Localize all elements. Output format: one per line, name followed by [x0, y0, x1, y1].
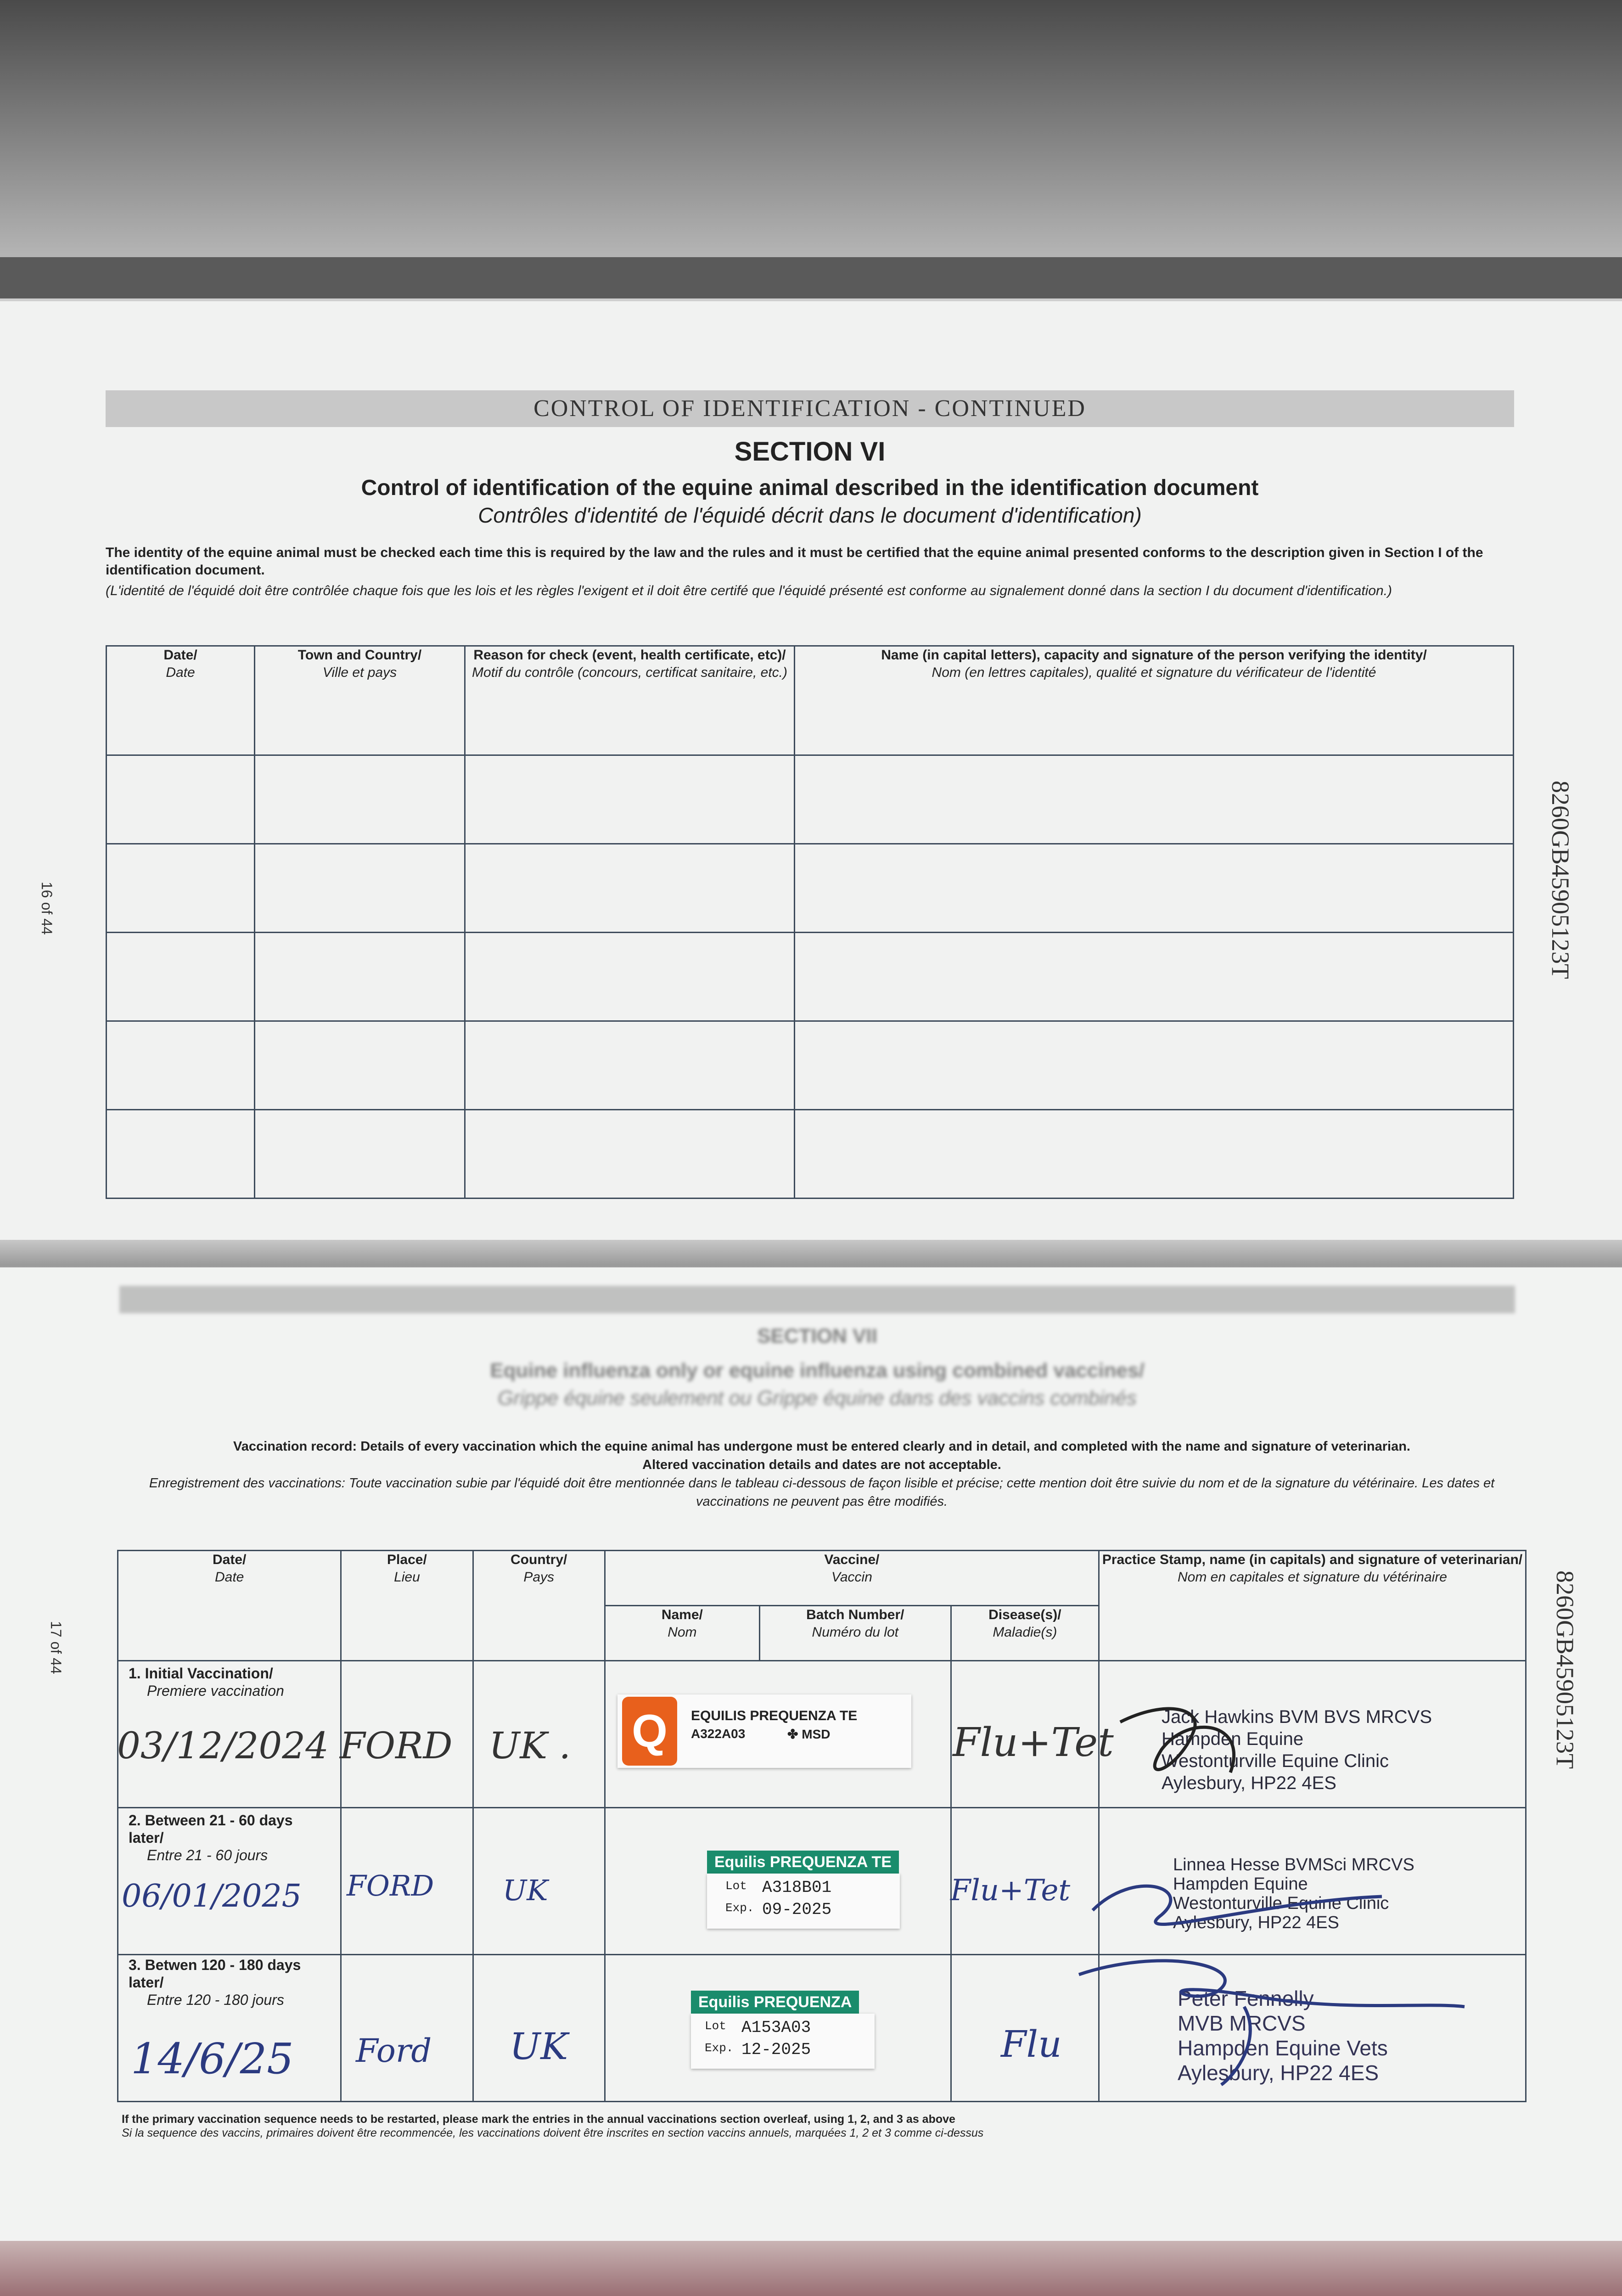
col-vaccine: Vaccine/ Vaccin: [605, 1551, 1099, 1606]
row1-vaccine-name: EQUILIS PREQUENZA TE: [691, 1708, 858, 1723]
page-number-16: 16 of 44: [39, 882, 55, 935]
serial-number-top: 8260GB45905123T: [1547, 781, 1574, 979]
section-vii-title-fr: Grippe équine seulement ou Grippe équine dans des vaccins combinés: [498, 1387, 1137, 1409]
col-vaccine-name: Name/ Nom: [605, 1606, 759, 1661]
row3-exp: 12-2025: [741, 2040, 811, 2059]
page-number-17: 17 of 44: [48, 1621, 64, 1674]
section-vii-heading: SECTION VII: [757, 1325, 877, 1347]
restart-footnote: If the primary vaccination sequence needs to be restarted, please mark the entries in the annual vaccinations section overleaf, using 1, 2, and 3 as above Si la sequence des vaccins, primaires doivent être recommencée, les vaccinations doivent être inscrites en section vaccins annuels, marquées 1, 2 et 3 comme ci-dessus: [122, 2113, 984, 2139]
col-vacc-date: Date/ Date: [118, 1551, 341, 1661]
col-practice-stamp: Practice Stamp, name (in capitals) and signature of veterinarian/ Nom en capitales et signature du vétérinaire: [1099, 1551, 1526, 1661]
row1-vaccine-sticker: [617, 1694, 911, 1768]
section-vi-intro-fr: (L'identité de l'équidé doit être contrôlée chaque fois que les lois et les règles l'exigent et il doit être certifé que l'équidé présenté est conforme au signalement donné dans la section I du document d'identification.): [106, 583, 1392, 598]
row2-practice-stamp: Linnea Hesse BVMSci MRCVS Hampden Equine Westonturville Equine Clinic Aylesbury, HP22 4ES: [1173, 1855, 1414, 1932]
row3-batch-sticker: Lot A153A03 Exp. 12-2025: [691, 2014, 875, 2069]
row3-practice-stamp: Peter Fennelly MVB MRCVS Hampden Equine Vets Aylesbury, HP22 4ES: [1178, 1986, 1388, 2085]
equilis-logo-icon: Q: [622, 1697, 677, 1766]
col-disease: Disease(s)/ Maladie(s): [951, 1606, 1099, 1661]
col-reason: Reason for check (event, health certificate, etc)/ Motif du contrôle (concours, certificat sanitaire, etc.): [465, 646, 795, 755]
row1-signature: [1111, 1694, 1295, 1795]
col-place: Place/ Lieu: [341, 1551, 473, 1661]
row3-disease: Flu: [1001, 2023, 1062, 2065]
row2-place: FORD: [347, 1869, 434, 1902]
row2-label: 2. Between 21 - 60 days later/ Entre 21 - 60 jours: [129, 1812, 293, 1863]
row1-country: UK .: [489, 1724, 571, 1767]
row2-batch-sticker: Lot A318B01 Exp. 09-2025: [707, 1874, 900, 1929]
row1-batch: A322A03: [691, 1727, 746, 1741]
section-vii-banner: [119, 1286, 1515, 1313]
row2-exp: 09-2025: [762, 1900, 832, 1919]
row3-place: Ford: [356, 2032, 432, 2070]
row3-label: 3. Betwen 120 - 180 days later/ Entre 120 - 180 jours: [129, 1957, 301, 2008]
table-row: [107, 1110, 1514, 1199]
section-vi-title-fr: Contrôles d'identité de l'équidé décrit dans le document d'identification): [478, 503, 1142, 527]
table-row: [107, 755, 1514, 844]
row1-disease: Flu+Tet: [953, 1720, 1114, 1766]
col-town-country: Town and Country/ Ville et pays: [255, 646, 465, 755]
row3-country: UK: [510, 2025, 568, 2068]
row2-disease: Flu+Tet: [950, 1874, 1071, 1908]
section-vi-heading: SECTION VI: [734, 437, 886, 467]
row3-signature: [1070, 1947, 1483, 2094]
section-vi-title-en: Control of identification of the equine animal described in the identification document: [361, 476, 1259, 500]
row3-date: 14/6/25: [131, 2034, 294, 2083]
row2-lot: A318B01: [762, 1878, 832, 1897]
book-cover-edge: [0, 2241, 1622, 2296]
row1-place: FORD: [340, 1724, 453, 1767]
msd-logo: ✤ MSD: [787, 1727, 831, 1741]
row3-lot: A153A03: [741, 2018, 811, 2037]
vaccination-record-note: Vaccination record: Details of every vaccination which the equine animal has undergone must be entered clearly and in detail, and completed with the name and signature of veterinarian. Altered vaccination details and dates are not acceptable. Enregistrement des vaccinations: Toute vaccination subie par l'équidé doit être mentionnée dans le tableau ci-dessous de façon lisible et précise; cette mention doit être suivie du nom et de la signature du vétérinaire. Les dates et vaccinations ne peuvent pas être modifiés.: [149, 1439, 1495, 1509]
table-row: [107, 1021, 1514, 1110]
row2-vaccine-name: Equilis PREQUENZA TE: [707, 1851, 899, 1874]
row2-signature: [1079, 1860, 1400, 1942]
table-row: [107, 844, 1514, 933]
row2-country: UK: [503, 1874, 548, 1907]
row2-date: 06/01/2025: [122, 1878, 302, 1914]
section-vii-title-en: Equine influenza only or equine influenza using combined vaccines/: [490, 1359, 1145, 1382]
col-batch-number: Batch Number/ Numéro du lot: [759, 1606, 951, 1661]
section-vi-intro-en: The identity of the equine animal must be checked each time this is required by the law and the rules and it must be certified that the equine animal presented conforms to the description given in Section I of the identification document.: [106, 545, 1483, 578]
continued-banner: CONTROL OF IDENTIFICATION - CONTINUED: [106, 390, 1514, 427]
scanner-background: [0, 0, 1622, 257]
row1-date: 03/12/2024: [117, 1724, 329, 1767]
row3-vaccine-name: Equilis PREQUENZA: [691, 1991, 859, 2014]
row1-label: 1. Initial Vaccination/ Premiere vaccination: [129, 1665, 284, 1699]
identity-check-table: [106, 645, 1514, 1199]
col-date: Date/ Date: [107, 646, 255, 755]
serial-number-bottom: 8260GB45905123T: [1551, 1570, 1579, 1769]
col-verifier: Name (in capital letters), capacity and signature of the person verifying the identity/ Nom (en lettres capitales), qualité et signature du vérificateur de l'identité: [795, 646, 1514, 755]
col-country: Country/ Pays: [473, 1551, 605, 1661]
table-row: [107, 933, 1514, 1021]
row1-practice-stamp: Jack Hawkins BVM BVS MRCVS Hampden Equine Westonturville Equine Clinic Aylesbury, HP22 4ES: [1162, 1707, 1432, 1793]
